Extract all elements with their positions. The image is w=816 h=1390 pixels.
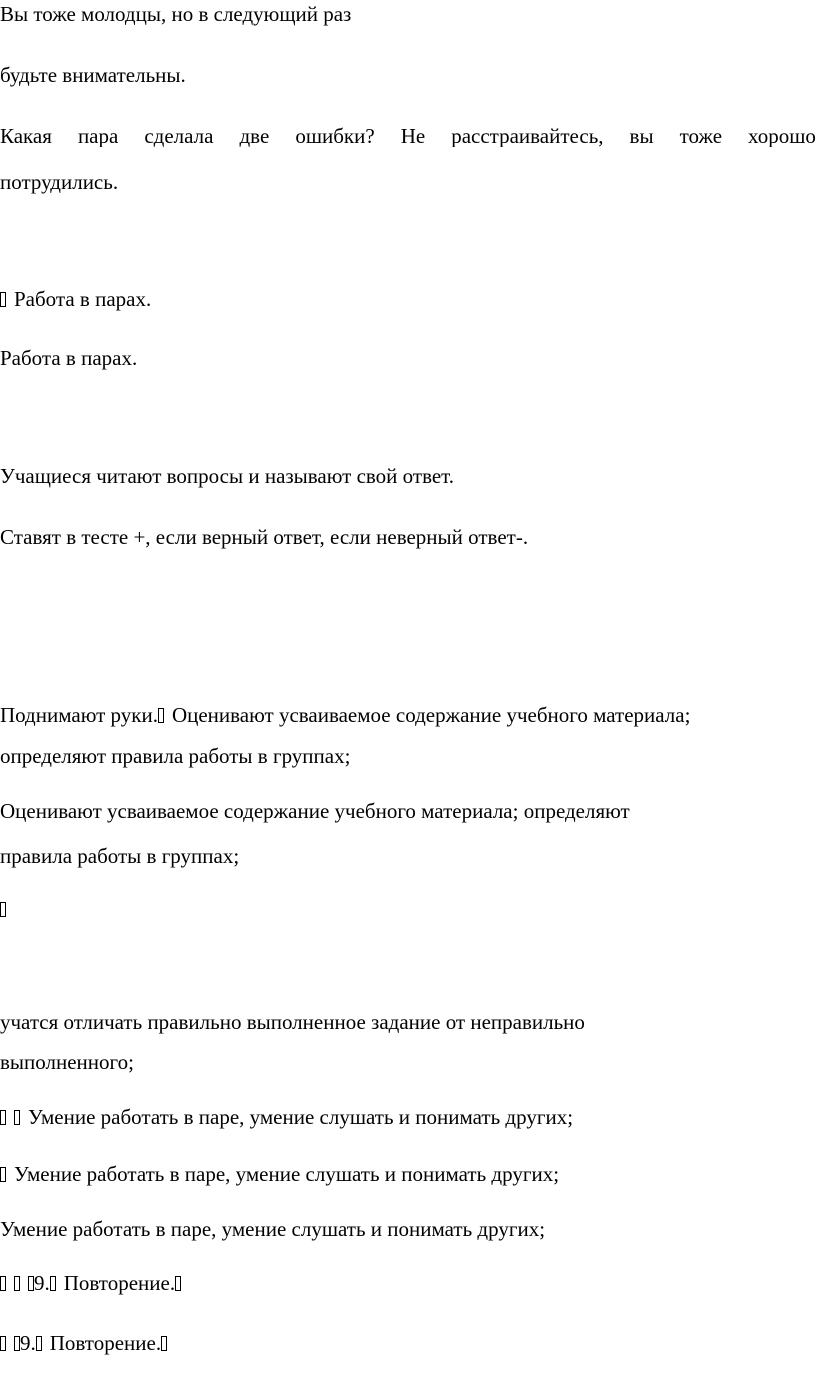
list-item-line	[0, 289, 151, 310]
list-item-text: Умение работать в паре, умение слушать и понимать других;	[28, 1105, 574, 1129]
section-title: Повторение.	[63, 1271, 176, 1295]
justified-word: Не	[400, 126, 426, 147]
paragraph-line: правила работы в группах;	[0, 844, 240, 868]
missing-glyph-icon	[14, 1276, 20, 1291]
paragraph-line: определяют правила работы в группах;	[0, 744, 351, 768]
justified-word: хорошо	[748, 126, 816, 147]
paragraph-line: Ставят в тесте +, если верный ответ, если неверный ответ-.	[0, 525, 529, 549]
missing-glyph-icon	[175, 1276, 181, 1291]
missing-glyph-icon	[50, 1276, 56, 1291]
paragraph-line: Работа в парах.	[0, 346, 138, 370]
section-number: 9.	[34, 1271, 50, 1295]
justified-word: пара	[77, 126, 119, 147]
text-fragment: Поднимают руки.	[0, 703, 158, 727]
justified-word: тоже	[679, 126, 723, 147]
justified-word: сделала	[144, 126, 214, 147]
justified-paragraph-line	[0, 126, 816, 147]
list-item-text: Умение работать в паре, умение слушать и понимать других;	[14, 1162, 560, 1186]
missing-glyph-icon	[0, 1110, 6, 1125]
justified-word: вы	[629, 126, 654, 147]
section-number: 9.	[20, 1331, 36, 1355]
missing-glyph-icon	[158, 708, 164, 723]
missing-glyph-icon	[0, 292, 6, 307]
paragraph-line: потрудились.	[0, 170, 119, 194]
paragraph-line: будьте внимательны.	[0, 63, 186, 87]
missing-glyph-icon	[14, 1110, 20, 1125]
paragraph-line: Оценивают усваиваемое содержание учебного материала; определяют	[0, 799, 630, 823]
list-item-line	[0, 1164, 559, 1185]
missing-glyph-icon	[161, 1336, 167, 1351]
justified-word: две	[239, 126, 270, 147]
section-title: Повторение.	[49, 1331, 162, 1355]
heading-line	[0, 1273, 181, 1294]
paragraph-line: Учащиеся читают вопросы и называют свой ответ.	[0, 464, 455, 488]
paragraph-line: учатся отличать правильно выполненное задание от неправильно	[0, 1010, 585, 1034]
justified-word: Какая	[0, 126, 52, 147]
paragraph-line	[0, 705, 690, 726]
paragraph-line: Умение работать в паре, умение слушать и понимать других;	[0, 1217, 546, 1241]
missing-glyph-icon	[0, 1167, 6, 1182]
heading-line	[0, 1333, 167, 1354]
paragraph-line: выполненного;	[0, 1050, 134, 1074]
paragraph-line: Вы тоже молодцы, но в следующий раз	[0, 2, 352, 26]
glyph-line	[0, 899, 6, 920]
justified-word: ошибки?	[295, 126, 375, 147]
text-fragment: Оценивают усваиваемое содержание учебного материала;	[171, 703, 691, 727]
missing-glyph-icon	[0, 902, 6, 917]
missing-glyph-icon	[0, 1276, 6, 1291]
list-item-text: Работа в парах.	[14, 287, 152, 311]
missing-glyph-icon	[0, 1336, 6, 1351]
missing-glyph-icon	[36, 1336, 42, 1351]
list-item-line	[0, 1107, 573, 1128]
justified-word: расстраивайтесь,	[451, 126, 604, 147]
